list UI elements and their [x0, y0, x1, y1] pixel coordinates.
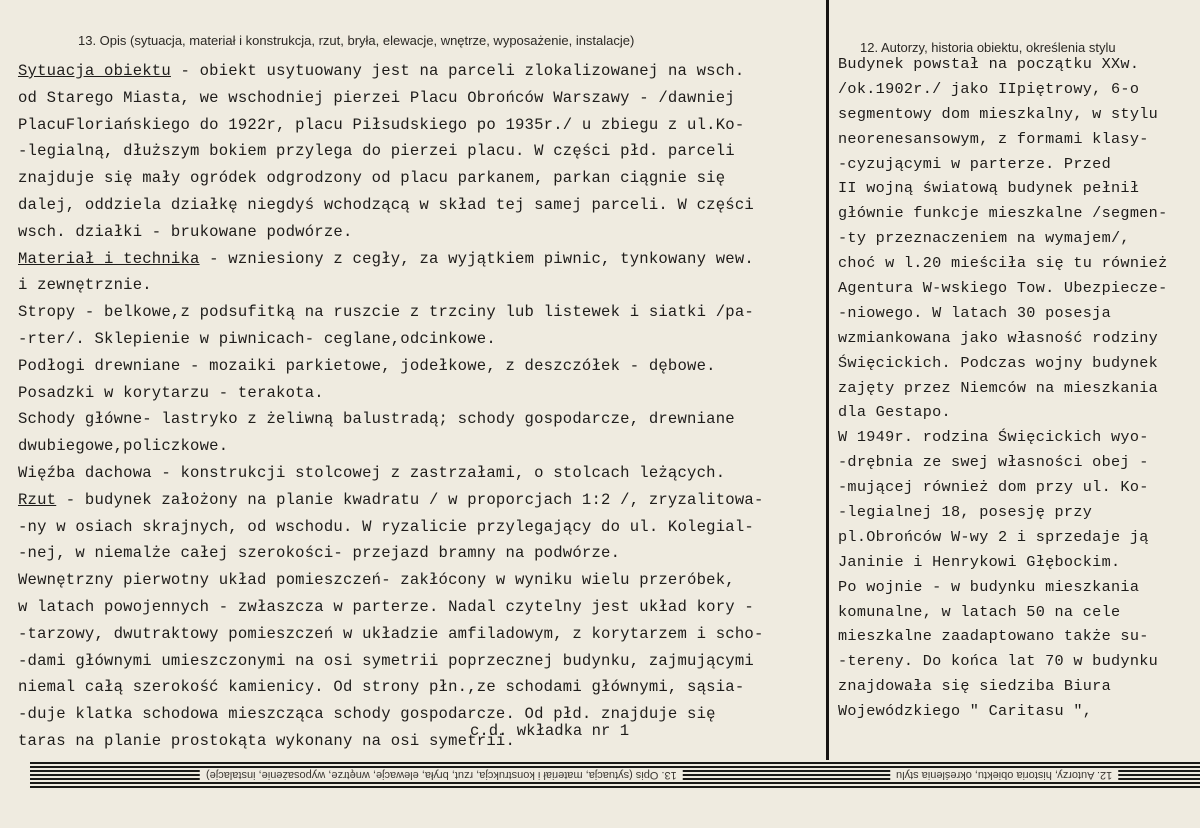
description-line-text: -nej, w niemalże całej szerokości- przejazd bramny na podwórze.	[18, 544, 621, 563]
description-line-text: -duje klatka schodowa mieszcząca schody gospodarcze. Od płd. znajduje się	[18, 705, 716, 724]
description-line-text: Schody główne- lastryko z żeliwną balustradą; schody gospodarcze, drewniane	[18, 410, 735, 429]
description-line-text: PlacuFloriańskiego do 1922r, placu Piłsudskiego po 1935r./ u zbiegu z ul.Ko-	[18, 115, 745, 134]
history-text	[838, 52, 1194, 724]
description-line-text: - obiekt usytuowany jest na parceli zlokalizowanej na wsch.	[170, 62, 745, 80]
description-line-text: -tarzowy, dwutraktowy pomieszczeń w układzie amfiladowym, z korytarzem i scho-	[18, 624, 764, 643]
description-line	[18, 353, 824, 380]
history-line: Wojewódzkiego " Caritasu ",	[838, 702, 1093, 721]
description-line	[18, 540, 824, 567]
description-line	[18, 326, 824, 353]
description-line	[18, 514, 824, 541]
history-line: głównie funkcje mieszkalne /segmen-	[838, 204, 1168, 223]
history-line: segmentowy dom mieszkalny, w stylu	[838, 104, 1159, 123]
description-line	[18, 701, 824, 728]
section-heading: Materiał i technika	[18, 249, 200, 268]
history-line: komunalne, w latach 50 na cele	[838, 602, 1121, 621]
description-line	[18, 728, 824, 755]
history-line: Janinie i Henrykowi Głębockim.	[838, 552, 1121, 571]
mirrored-right-header: 12. Autorzy, historia obiektu, określenia stylu	[890, 768, 1118, 782]
mirrored-left-header: 13. Opis (sytuacja, materiał i konstrukcja, rzut, bryła, elewacje, wnętrze, wyposażenie, instalacje)	[200, 768, 683, 782]
description-line	[18, 621, 824, 648]
description-line	[18, 219, 824, 246]
description-line	[18, 85, 824, 112]
description-line	[18, 138, 824, 165]
description-line	[18, 460, 824, 487]
description-line-text: -legialną, dłuższym bokiem przylega do pierzei placu. W części płd. parceli	[18, 142, 735, 161]
description-line	[18, 380, 824, 407]
history-line: -legialnej 18, posesję przy	[838, 503, 1093, 522]
description-line	[18, 674, 824, 701]
history-line: Po wojnie - w budynku mieszkania	[838, 577, 1140, 596]
history-line: dla Gestapo.	[838, 403, 951, 422]
history-line: Budynek powstał na początku XXw.	[838, 55, 1140, 73]
history-line: Święcickich. Podczas wojny budynek	[838, 353, 1159, 372]
description-line-text: Posadzki w korytarzu - terakota.	[18, 383, 324, 402]
description-line-text: - wzniesiony z cegły, za wyjątkiem piwnic, tynkowany wew.	[199, 249, 754, 268]
history-line: neorenesansowym, z formami klasy-	[838, 129, 1149, 148]
description-line	[18, 594, 824, 621]
description-line-text: w latach powojennych - zwłaszcza w parterze. Nadal czytelny jest układ kory -	[18, 597, 754, 616]
section-heading: Rzut	[18, 490, 57, 509]
history-line: /ok.1902r./ jako IIpiętrowy, 6-o	[838, 79, 1140, 98]
left-section-header: 13. Opis (sytuacja, materiał i konstrukcja, rzut, bryła, elewacje, wnętrze, wyposażenie, instalacje)	[78, 33, 635, 48]
description-line-text: Wewnętrzny pierwotny układ pomieszczeń- zakłócony w wyniku wielu przeróbek,	[18, 571, 735, 590]
description-line-text: od Starego Miasta, we wschodniej pierzei Placu Obrońców Warszawy - /dawniej	[18, 88, 735, 107]
description-line	[18, 648, 824, 675]
description-line-text: -ny w osiach skrajnych, od wschodu. W ryzalicie przylegający do ul. Kolegial-	[18, 517, 754, 536]
history-line: pl.Obrońców W-wy 2 i sprzedaje ją	[838, 527, 1149, 546]
description-line	[18, 58, 824, 85]
description-line-text: niemal całą szerokość kamienicy. Od strony płn.,ze schodami głównymi, sąsia-	[18, 678, 745, 697]
history-line: II wojną światową budynek pełnił	[838, 179, 1140, 198]
history-line: mieszkalne zaadaptowano także su-	[838, 627, 1149, 646]
continuation-note: c.d. wkładka nr 1	[470, 722, 630, 740]
description-line	[18, 487, 824, 514]
description-line-text: znajduje się mały ogródek odgrodzony od placu parkanem, parkan ciągnie się	[18, 169, 726, 188]
description-line	[18, 299, 824, 326]
history-line: -tereny. Do końca lat 70 w budynku	[838, 652, 1159, 671]
description-line	[18, 165, 824, 192]
column-divider	[826, 0, 829, 760]
description-line	[18, 406, 824, 433]
history-line: -niowego. W latach 30 posesja	[838, 303, 1112, 322]
history-line: znajdowała się siedziba Biura	[838, 677, 1112, 696]
description-line-text: Podłogi drewniane - mozaiki parkietowe, jodełkowe, z deszczółek - dębowe.	[18, 356, 716, 375]
description-line-text: dwubiegowe,policzkowe.	[18, 437, 229, 456]
history-line: Agentura W-wskiego Tow. Ubezpiecze-	[838, 279, 1168, 298]
history-line: zajęty przez Niemców na mieszkania	[838, 378, 1159, 397]
description-line	[18, 246, 824, 273]
history-line: -drębnia ze swej własności obej -	[838, 453, 1149, 472]
description-line-text: Więźba dachowa - konstrukcji stolcowej z zastrzałami, o stolcach leżących.	[18, 463, 726, 482]
description-line-text: Stropy - belkowe,z podsufitką na ruszcie z trzciny lub listewek i siatki /pa-	[18, 303, 754, 322]
description-line-text: -dami głównymi umieszczonymi na osi symetrii poprzecznej budynku, zajmującymi	[18, 651, 754, 670]
description-line-text: -rter/. Sklepienie w piwnicach- ceglane,odcinkowe.	[18, 329, 496, 348]
history-line: -mującej również dom przy ul. Ko-	[838, 478, 1149, 497]
description-line-text: taras na planie prostokąta wykonany na osi symetrii.	[18, 731, 516, 750]
history-line: choć w l.20 mieściła się tu również	[838, 254, 1168, 273]
history-line: W 1949r. rodzina Święcickich wyo-	[838, 428, 1149, 447]
description-line	[18, 112, 824, 139]
description-line-text: - budynek założony na planie kwadratu / w proporcjach 1:2 /, zryzalitowa-	[56, 490, 764, 509]
description-line	[18, 567, 824, 594]
history-line: -cyzującymi w parterze. Przed	[838, 154, 1112, 173]
description-text	[18, 58, 824, 755]
description-line	[18, 192, 824, 219]
description-line-text: wsch. działki - brukowane podwórze.	[18, 222, 353, 241]
description-line	[18, 433, 824, 460]
history-line: wzmiankowana jako własność rodziny	[838, 328, 1159, 347]
description-line-text: i zewnętrznie.	[18, 276, 152, 295]
right-section-header: 12. Autorzy, historia obiektu, określenia stylu	[860, 40, 1116, 55]
history-line: -ty przeznaczeniem na wymajem/,	[838, 229, 1130, 248]
description-line	[18, 272, 824, 299]
section-heading: Sytuacja obiektu	[18, 62, 171, 80]
description-line-text: dalej, oddziela działkę niegdyś wchodzącą w skład tej samej parceli. W części	[18, 195, 754, 214]
